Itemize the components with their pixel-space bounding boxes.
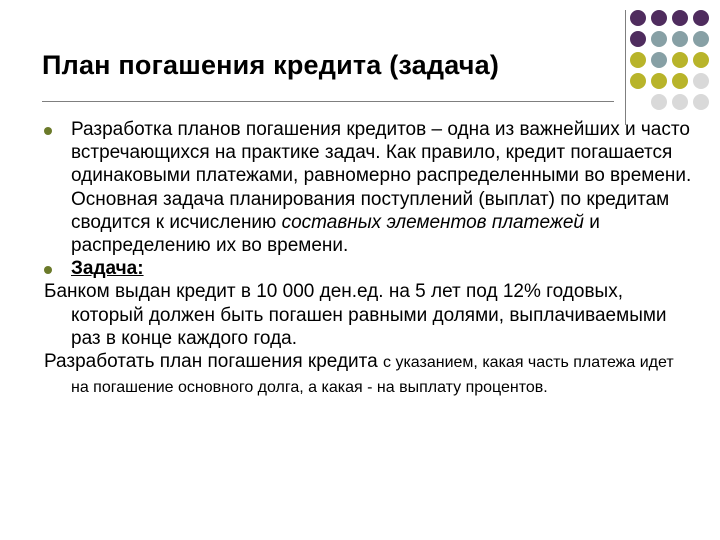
decorative-dot	[651, 73, 667, 89]
decorative-dot	[630, 73, 646, 89]
decorative-dot	[693, 73, 709, 89]
decorative-dot	[672, 94, 688, 110]
decorative-dot	[693, 10, 709, 26]
vertical-divider	[625, 10, 626, 125]
bullet-icon	[44, 266, 52, 274]
decorative-dot	[630, 10, 646, 26]
intro-tail: и распределению их во времени.	[71, 211, 600, 257]
title-divider	[42, 101, 614, 102]
decorative-dot	[651, 52, 667, 68]
decorative-dot	[651, 94, 667, 110]
bullet-paragraph-intro	[44, 118, 694, 257]
decorative-dot	[630, 52, 646, 68]
bullet-paragraph-task	[44, 257, 694, 280]
requirement-main: Разработать план погашения кредита	[44, 351, 383, 373]
decorative-dot	[693, 31, 709, 47]
intro-text: Разработка планов погашения кредитов – одна из важнейших и часто встречающихся на практике задач. Как правило, кредит погашается одинаковыми платежами, равномерно распределенными во времени. Основная задача планирования поступлений (выплат) по кредитам сводится к исчислению	[71, 119, 692, 233]
decorative-dot	[630, 31, 646, 47]
task-label: Задача:	[71, 258, 144, 280]
task-requirement	[44, 350, 694, 400]
decorative-dot	[693, 94, 709, 110]
page-title: План погашения кредита (задача)	[42, 50, 500, 80]
requirement-detail: с указанием, какая часть платежа идет на погашение основного долга, а какая - на выплату процентов.	[71, 354, 674, 397]
decorative-dot	[651, 31, 667, 47]
intro-emphasis: составных элементов платежей	[281, 211, 585, 233]
slide-body	[44, 118, 694, 400]
decorative-dot	[672, 73, 688, 89]
task-statement: Банком выдан кредит в 10 000 ден.ед. на 5 лет под 12% годовых, который должен быть погашен равными долями, выплачиваемыми раз в конце каждого года.	[44, 281, 667, 349]
decorative-dot	[693, 52, 709, 68]
decorative-dot	[672, 10, 688, 26]
decorative-dot	[672, 31, 688, 47]
bullet-icon	[44, 127, 52, 135]
decorative-dot	[672, 52, 688, 68]
decorative-dot	[651, 10, 667, 26]
